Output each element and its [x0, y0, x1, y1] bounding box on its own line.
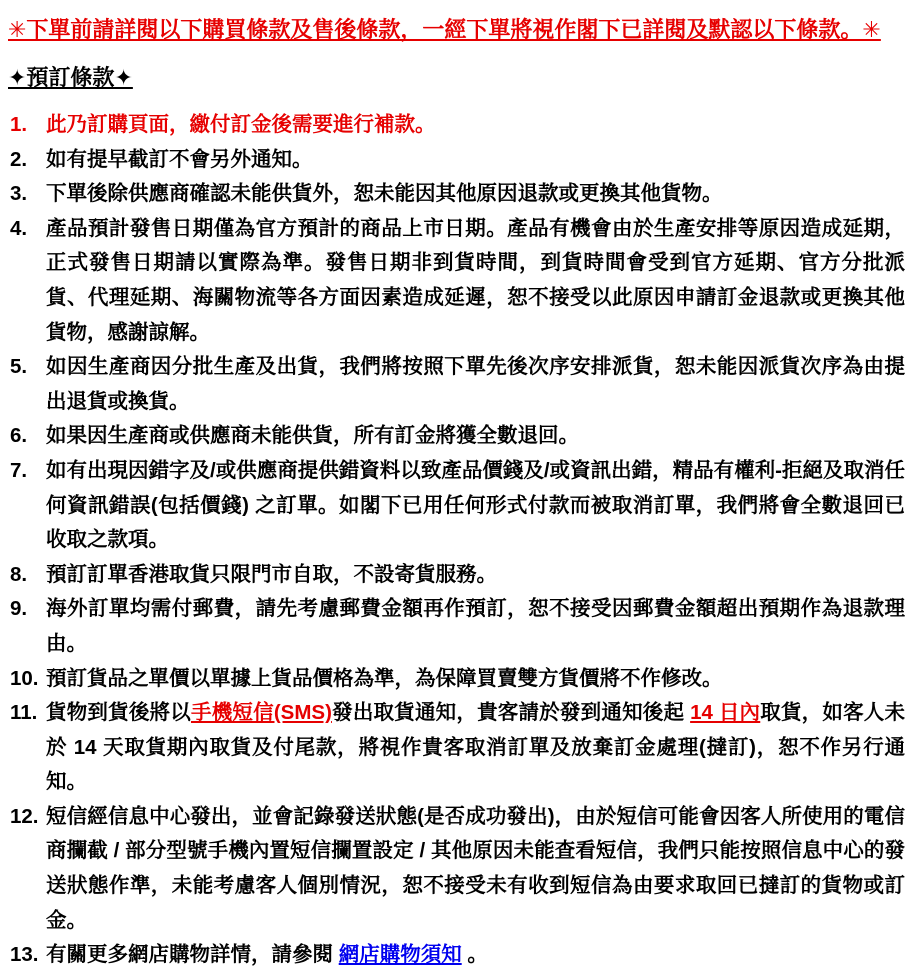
term-text: 貨物到貨後將以手機短信(SMS)發出取貨通知，貴客請於發到通知後起 14 日內取貨，如客人未於 14 天取貨期內取貨及付尾款，將視作貴客取消訂單及放棄訂金處理(撻訂)，恕不作另行通知。	[46, 701, 906, 794]
term-text: 如果因生產商或供應商未能供貨，所有訂金將獲全數退回。	[46, 424, 579, 448]
term-number: 11.	[10, 701, 38, 725]
term-item-10	[8, 662, 905, 697]
term-number: 12.	[10, 804, 39, 828]
term-item-6	[8, 419, 905, 454]
term-item-13	[8, 938, 905, 973]
sms-notice-highlight: 手機短信(SMS)	[190, 701, 332, 725]
shop-guide-link[interactable]: 網店購物須知	[338, 943, 462, 967]
section-title: ✦預訂條款✦	[8, 65, 133, 90]
term-text: 如有出現因錯字及/或供應商提供錯資料以致產品價錢及/或資訊出錯，精品有權利-拒絕及取消任何資訊錯誤(包括價錢) 之訂單。如閣下已用任何形式付款而被取消訂單，我們將會全數退回已收取之款項。	[46, 458, 905, 552]
term-text: 預訂貨品之單價以單據上貨品價格為準，為保障買賣雙方貨價將不作修改。	[46, 666, 723, 690]
term-number: 2.	[10, 147, 28, 171]
term-text: 預訂訂單香港取貨只限門市自取，不設寄貨服務。	[46, 562, 497, 586]
term-text: 海外訂單均需付郵費，請先考慮郵費金額再作預訂，恕不接受因郵費金額超出預期作為退款理由。	[46, 597, 905, 655]
term-number: 8.	[10, 562, 28, 586]
term-number: 1.	[10, 113, 28, 136]
term-number: 7.	[10, 458, 28, 482]
term-text: 如有提早截訂不會另外通知。	[46, 147, 313, 171]
term-number: 4.	[10, 216, 28, 240]
header-notice: ✳下單前請詳閱以下購買條款及售後條款，一經下單將視作閣下已詳閱及默認以下條款。✳	[8, 17, 881, 42]
term-item-3	[8, 177, 905, 212]
term-text: 短信經信息中心發出，並會記錄發送狀態(是否成功發出)，由於短信可能會因客人所使用的電信商攔截 / 部分型號手機內置短信攔置設定 / 其他原因未能查看短信，我們只能按照信息中心的發送狀態作準，未能考慮客人個別情況，恕不接受未有收到短信為由要求取回已撻訂的貨物或訂金。	[46, 804, 905, 932]
term-item-5	[8, 350, 905, 419]
term-number: 5.	[10, 355, 28, 379]
term-text: 如因生產商因分批生產及出貨，我們將按照下單先後次序安排派貨，恕未能因派貨次序為由提出退貨或換貨。	[46, 355, 905, 413]
term-item-2	[8, 143, 905, 178]
pickup-deadline-highlight: 14 日內	[690, 701, 761, 725]
term-number: 3.	[10, 182, 28, 206]
term-text: 有關更多網店購物詳情，請參閱 網店購物須知 。	[46, 943, 488, 967]
term-item-9	[8, 592, 905, 661]
term-number: 13.	[10, 943, 39, 967]
term-number: 6.	[10, 424, 28, 448]
term-item-1	[8, 108, 905, 143]
term-text: 下單後除供應商確認未能供貨外，恕未能因其他原因退款或更換其他貨物。	[46, 182, 723, 206]
term-item-7	[8, 454, 905, 558]
terms-list	[8, 108, 905, 973]
term-item-8	[8, 558, 905, 593]
term-item-12	[8, 800, 905, 938]
term-item-11	[8, 696, 905, 800]
term-text: 產品預計發售日期僅為官方預計的商品上市日期。產品有機會由於生產安排等原因造成延期，正式發售日期請以實際為準。發售日期非到貨時間，到貨時間會受到官方延期、官方分批派貨、代理延期、海關物流等各方面因素造成延遲，恕不接受以此原因申請訂金退款或更換其他貨物，感謝諒解。	[46, 216, 905, 344]
term-number: 9.	[10, 597, 28, 621]
term-item-4	[8, 212, 905, 350]
term-number: 10.	[10, 666, 39, 690]
term-text: 此乃訂購頁面，繳付訂金後需要進行補款。	[46, 113, 436, 136]
